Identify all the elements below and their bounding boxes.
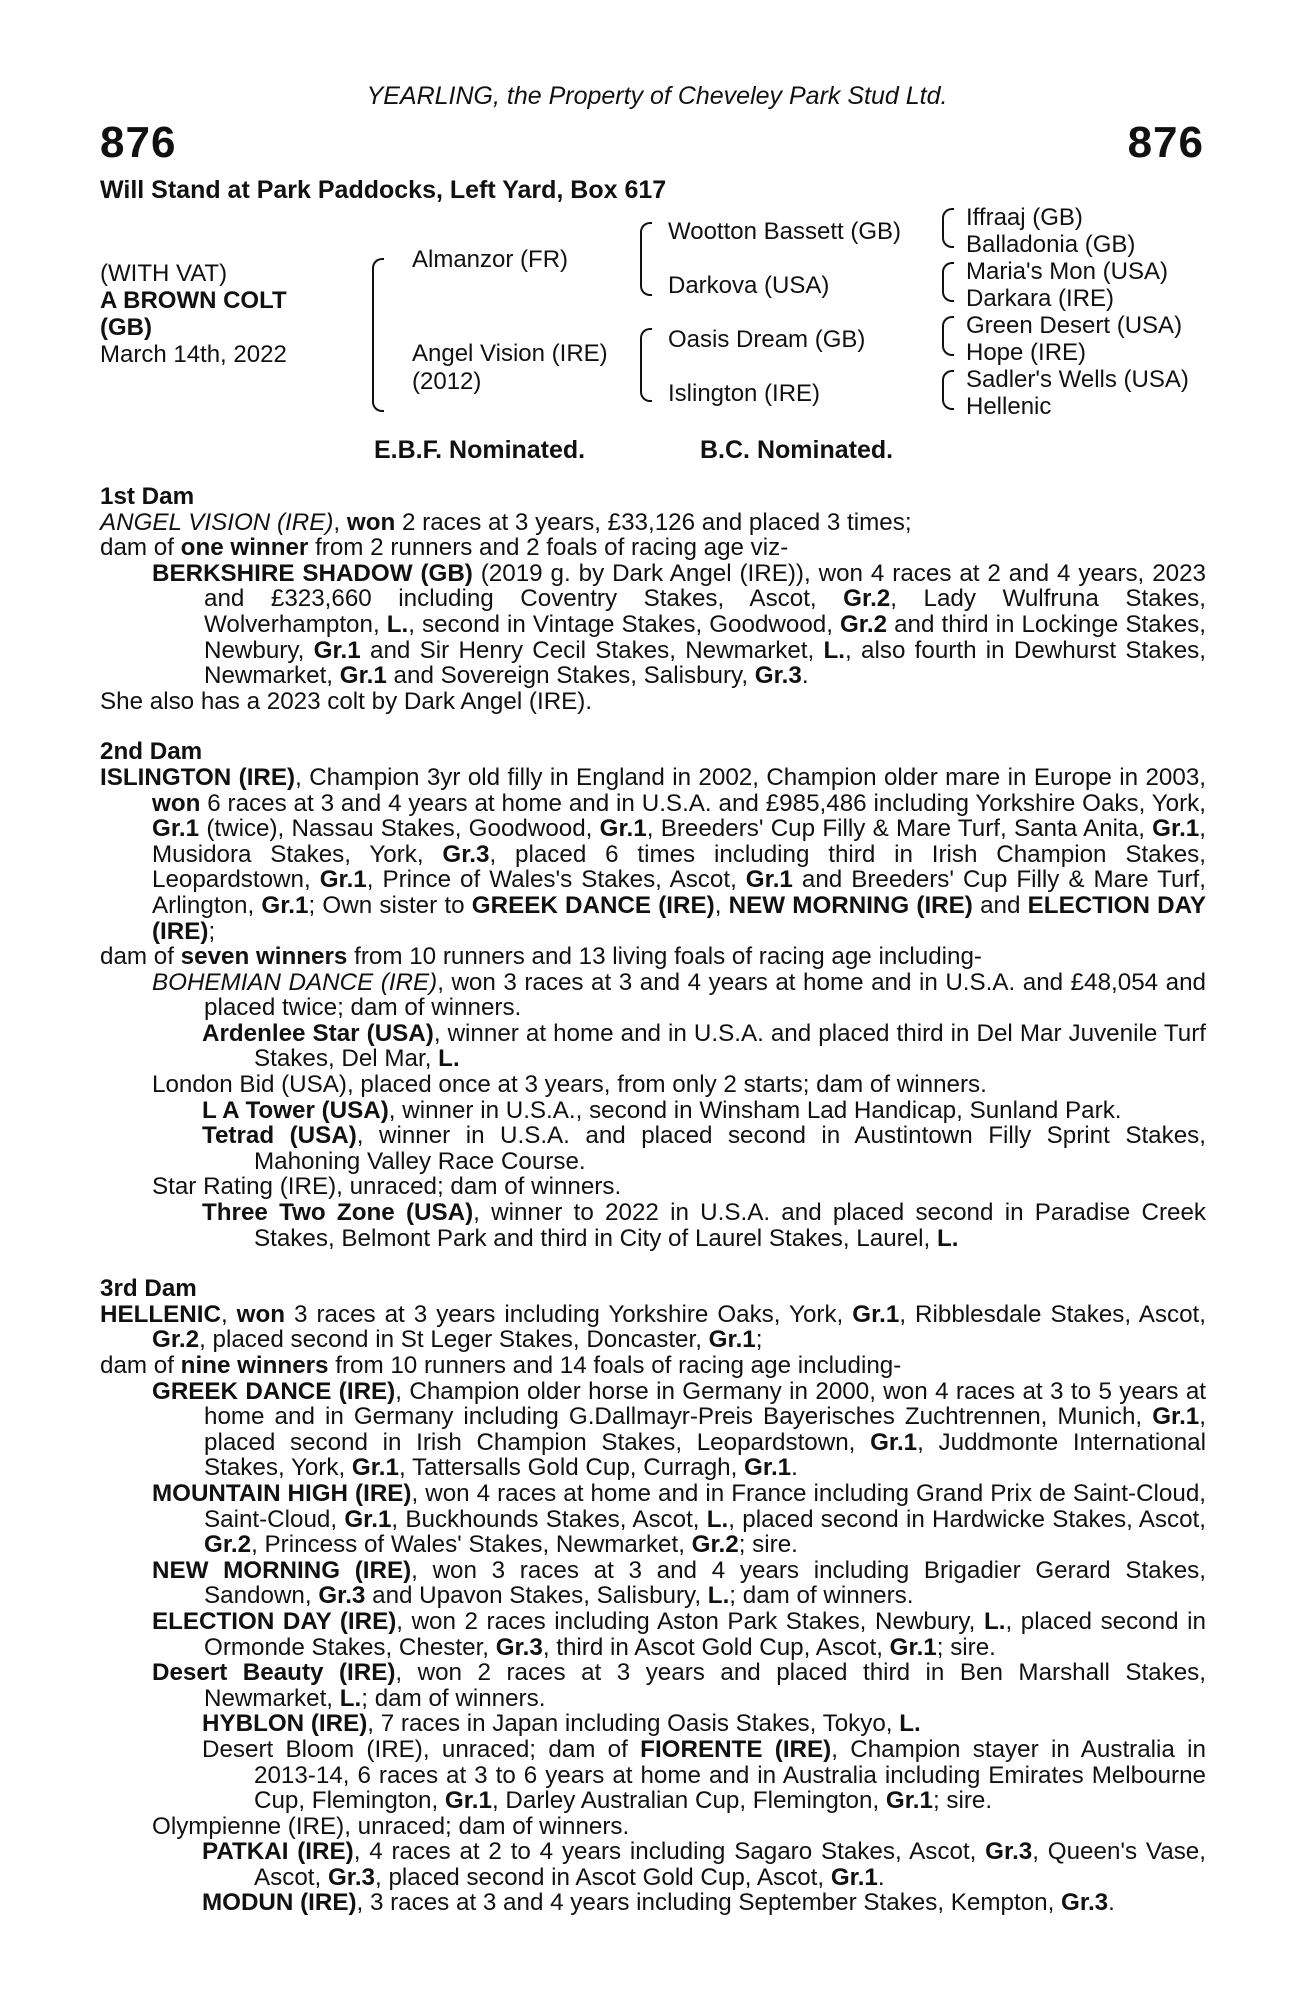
foaled-date: March 14th, 2022 [100, 341, 287, 368]
lot-number-right: 876 [1127, 118, 1204, 167]
colt-description [100, 260, 287, 368]
pedigree-brace-g1 [942, 208, 954, 248]
pedigree-brace-g2 [942, 262, 954, 302]
runner-hyblon: HYBLON (IRE), 7 races in Japan including Oasis Stakes, Tokyo, L. [202, 1710, 921, 1738]
colt-desc-line2: (GB) [100, 314, 152, 341]
first-dam-produce: dam of one winner from 2 runners and 2 foals of racing age viz- [100, 534, 789, 562]
stand-location: Will Stand at Park Paddocks, Left Yard, Box 617 [100, 176, 667, 204]
runner-desert-bloom: Desert Bloom (IRE), unraced; dam of FIORENTE (IRE), Champion stayer in Australia in 2013-14, 6 races at 3 to 6 years at home and in Australia including Emirates Melbourne Cup, Flemington, Gr.1, Darley Australian Cup, Flemington, Gr.1; sire. [202, 1735, 1207, 1815]
runner-three-two-zone: Three Two Zone (USA), winner to 2022 in U.S.A. and placed second in Paradise Creek Stakes, Belmont Park and third in City of Laurel Stakes, Laurel, L. [202, 1199, 1206, 1252]
pedigree-sire-sire: Wootton Bassett (GB) [668, 218, 901, 245]
third-dam-title: 3rd Dam [100, 1275, 197, 1303]
pedigree-gen3-5: Green Desert (USA) [966, 312, 1183, 339]
runner-star-rating: Star Rating (IRE), unraced; dam of winners. [152, 1173, 622, 1201]
runner-l-a-tower: L A Tower (USA), winner in U.S.A., second in Winsham Lad Handicap, Sunland Park. [202, 1096, 1122, 1124]
runner-greek-dance: GREEK DANCE (IRE), Champion older horse in Germany in 2000, won 4 races at 3 to 5 years at home and in Germany including G.Dallmayr-Preis Bayerisches Zuchtrennen, Munich, Gr.1, placed second in Irish Champion Stakes, Leopardstown, Gr.1, Juddmonte International Stakes, York, Gr.1, Tattersalls Gold Cup, Curragh, Gr.1. [152, 1377, 1207, 1482]
pedigree-gen3-2: Balladonia (GB) [966, 231, 1136, 258]
second-dam-title: 2nd Dam [100, 738, 203, 766]
first-dam-note: She also has a 2023 colt by Dark Angel (IRE). [100, 687, 593, 715]
lot-number-left: 876 [100, 118, 177, 167]
runner-patkai: PATKAI (IRE), 4 races at 2 to 4 years including Sagaro Stakes, Ascot, Gr.3, Queen's Vase, Ascot, Gr.3, placed second in Ascot Gold Cup, Ascot, Gr.1. [202, 1838, 1206, 1891]
runner-berkshire-shadow: BERKSHIRE SHADOW (GB) (2019 g. by Dark Angel (IRE)), won 4 races at 2 and 4 years, 2023 and £323,660 including Coventry Stakes, Ascot, Gr.2, Lady Wulfruna Stakes, Wolverhampton, L., second in Vintage Stakes, Goodwood, Gr.2 and third in Lockinge Stakes, Newbury, Gr.1 and Sir Henry Cecil Stakes, Newmarket, L., also fourth in Dewhurst Stakes, Newmarket, Gr.1 and Sovereign Stakes, Salisbury, Gr.3. [152, 559, 1206, 690]
bc-nominated: B.C. Nominated. [700, 436, 894, 464]
runner-desert-beauty: Desert Beauty (IRE), won 2 races at 3 years and placed third in Ben Marshall Stakes, Newmarket, L.; dam of winners. [152, 1659, 1206, 1712]
pedigree-gen3-6: Hope (IRE) [966, 339, 1087, 366]
pedigree-gen3-1: Iffraaj (GB) [966, 204, 1083, 231]
pedigree-dam-dam: Islington (IRE) [668, 380, 821, 407]
runner-london-bid: London Bid (USA), placed once at 3 years, from only 2 starts; dam of winners. [152, 1071, 987, 1099]
second-dam-summary: ISLINGTON (IRE), Champion 3yr old filly in England in 2002, Champion older mare in Europe in 2003, won 6 races at 3 and 4 years at home and in U.S.A. and £985,486 including Yorkshire Oaks, York, Gr.1 (twice), Nassau Stakes, Goodwood, Gr.1, Breeders' Cup Filly & Mare Turf, Santa Anita, Gr.1, Musidora Stakes, York, Gr.3, placed 6 times including third in Irish Champion Stakes, Leopardstown, Gr.1, Prince of Wales's Stakes, Ascot, Gr.1 and Breeders' Cup Filly & Mare Turf, Arlington, Gr.1; Own sister to GREEK DANCE (IRE), NEW MORNING (IRE) and ELECTION DAY (IRE); [100, 763, 1207, 945]
first-dam-summary: ANGEL VISION (IRE), won 2 races at 3 years, £33,126 and placed 3 times; [100, 508, 912, 536]
first-dam-title: 1st Dam [100, 483, 195, 510]
pedigree-brace-g3 [942, 316, 954, 356]
pedigree-brace-sire [640, 222, 652, 296]
pedigree-gen3-3: Maria's Mon (USA) [966, 258, 1168, 285]
third-dam-summary: HELLENIC, won 3 races at 3 years including Yorkshire Oaks, York, Gr.1, Ribblesdale Stakes, Ascot, Gr.2, placed second in St Leger Stakes, Doncaster, Gr.1; [100, 1300, 1206, 1354]
runner-mountain-high: MOUNTAIN HIGH (IRE), won 4 races at home and in France including Grand Prix de Saint-Cloud, Saint-Cloud, Gr.1, Buckhounds Stakes, Ascot, L., placed second in Hardwicke Stakes, Ascot, Gr.2, Princess of Wales' Stakes, Newmarket, Gr.2; sire. [152, 1479, 1206, 1559]
pedigree-gen3-4: Darkara (IRE) [966, 285, 1115, 312]
pedigree-dam: Angel Vision (IRE) [412, 340, 608, 367]
runner-bohemian-dance: BOHEMIAN DANCE (IRE), won 3 races at 3 and 4 years at home and in U.S.A. and £48,054 and placed twice; dam of winners. [152, 968, 1206, 1022]
vat-label: (WITH VAT) [100, 260, 228, 287]
catalogue-body [100, 484, 1206, 1916]
colt-desc-line1: A BROWN COLT [100, 287, 287, 314]
pedigree-gen3-8: Hellenic [966, 393, 1052, 420]
runner-modun: MODUN (IRE), 3 races at 3 and 4 years including September Stakes, Kempton, Gr.3. [202, 1889, 1115, 1917]
runner-ardenlee-star: Ardenlee Star (USA), winner at home and in U.S.A. and placed third in Del Mar Juvenile Turf Stakes, Del Mar, L. [202, 1019, 1206, 1073]
third-dam-produce: dam of nine winners from 10 runners and 14 foals of racing age including- [100, 1352, 902, 1379]
pedigree-brace-main [372, 258, 384, 412]
pedigree-dam-sire: Oasis Dream (GB) [668, 326, 866, 353]
pedigree-gen3-7: Sadler's Wells (USA) [966, 366, 1189, 393]
pedigree-sire: Almanzor (FR) [412, 246, 569, 273]
ebf-nominated: E.B.F. Nominated. [374, 436, 586, 464]
runner-tetrad: Tetrad (USA), winner in U.S.A. and placed second in Austintown Filly Sprint Stakes, Mahoning Valley Race Course. [202, 1122, 1206, 1175]
runner-olympienne: Olympienne (IRE), unraced; dam of winners. [152, 1812, 630, 1840]
pedigree-brace-dam [640, 328, 652, 402]
pedigree-sire-dam: Darkova (USA) [668, 272, 830, 299]
page-heading: YEARLING, the Property of Cheveley Park Stud Ltd. [366, 82, 948, 110]
runner-election-day: ELECTION DAY (IRE), won 2 races including Aston Park Stakes, Newbury, L., placed second in Ormonde Stakes, Chester, Gr.3, third in Ascot Gold Cup, Ascot, Gr.1; sire. [152, 1607, 1206, 1661]
pedigree-dam-year: (2012) [412, 368, 482, 395]
pedigree-brace-g4 [942, 370, 954, 410]
second-dam-produce: dam of seven winners from 10 runners and 13 living foals of racing age including- [100, 943, 982, 971]
runner-new-morning: NEW MORNING (IRE), won 3 races at 3 and 4 years including Brigadier Gerard Stakes, Sandown, Gr.3 and Upavon Stakes, Salisbury, L.; dam of winners. [152, 1556, 1206, 1610]
